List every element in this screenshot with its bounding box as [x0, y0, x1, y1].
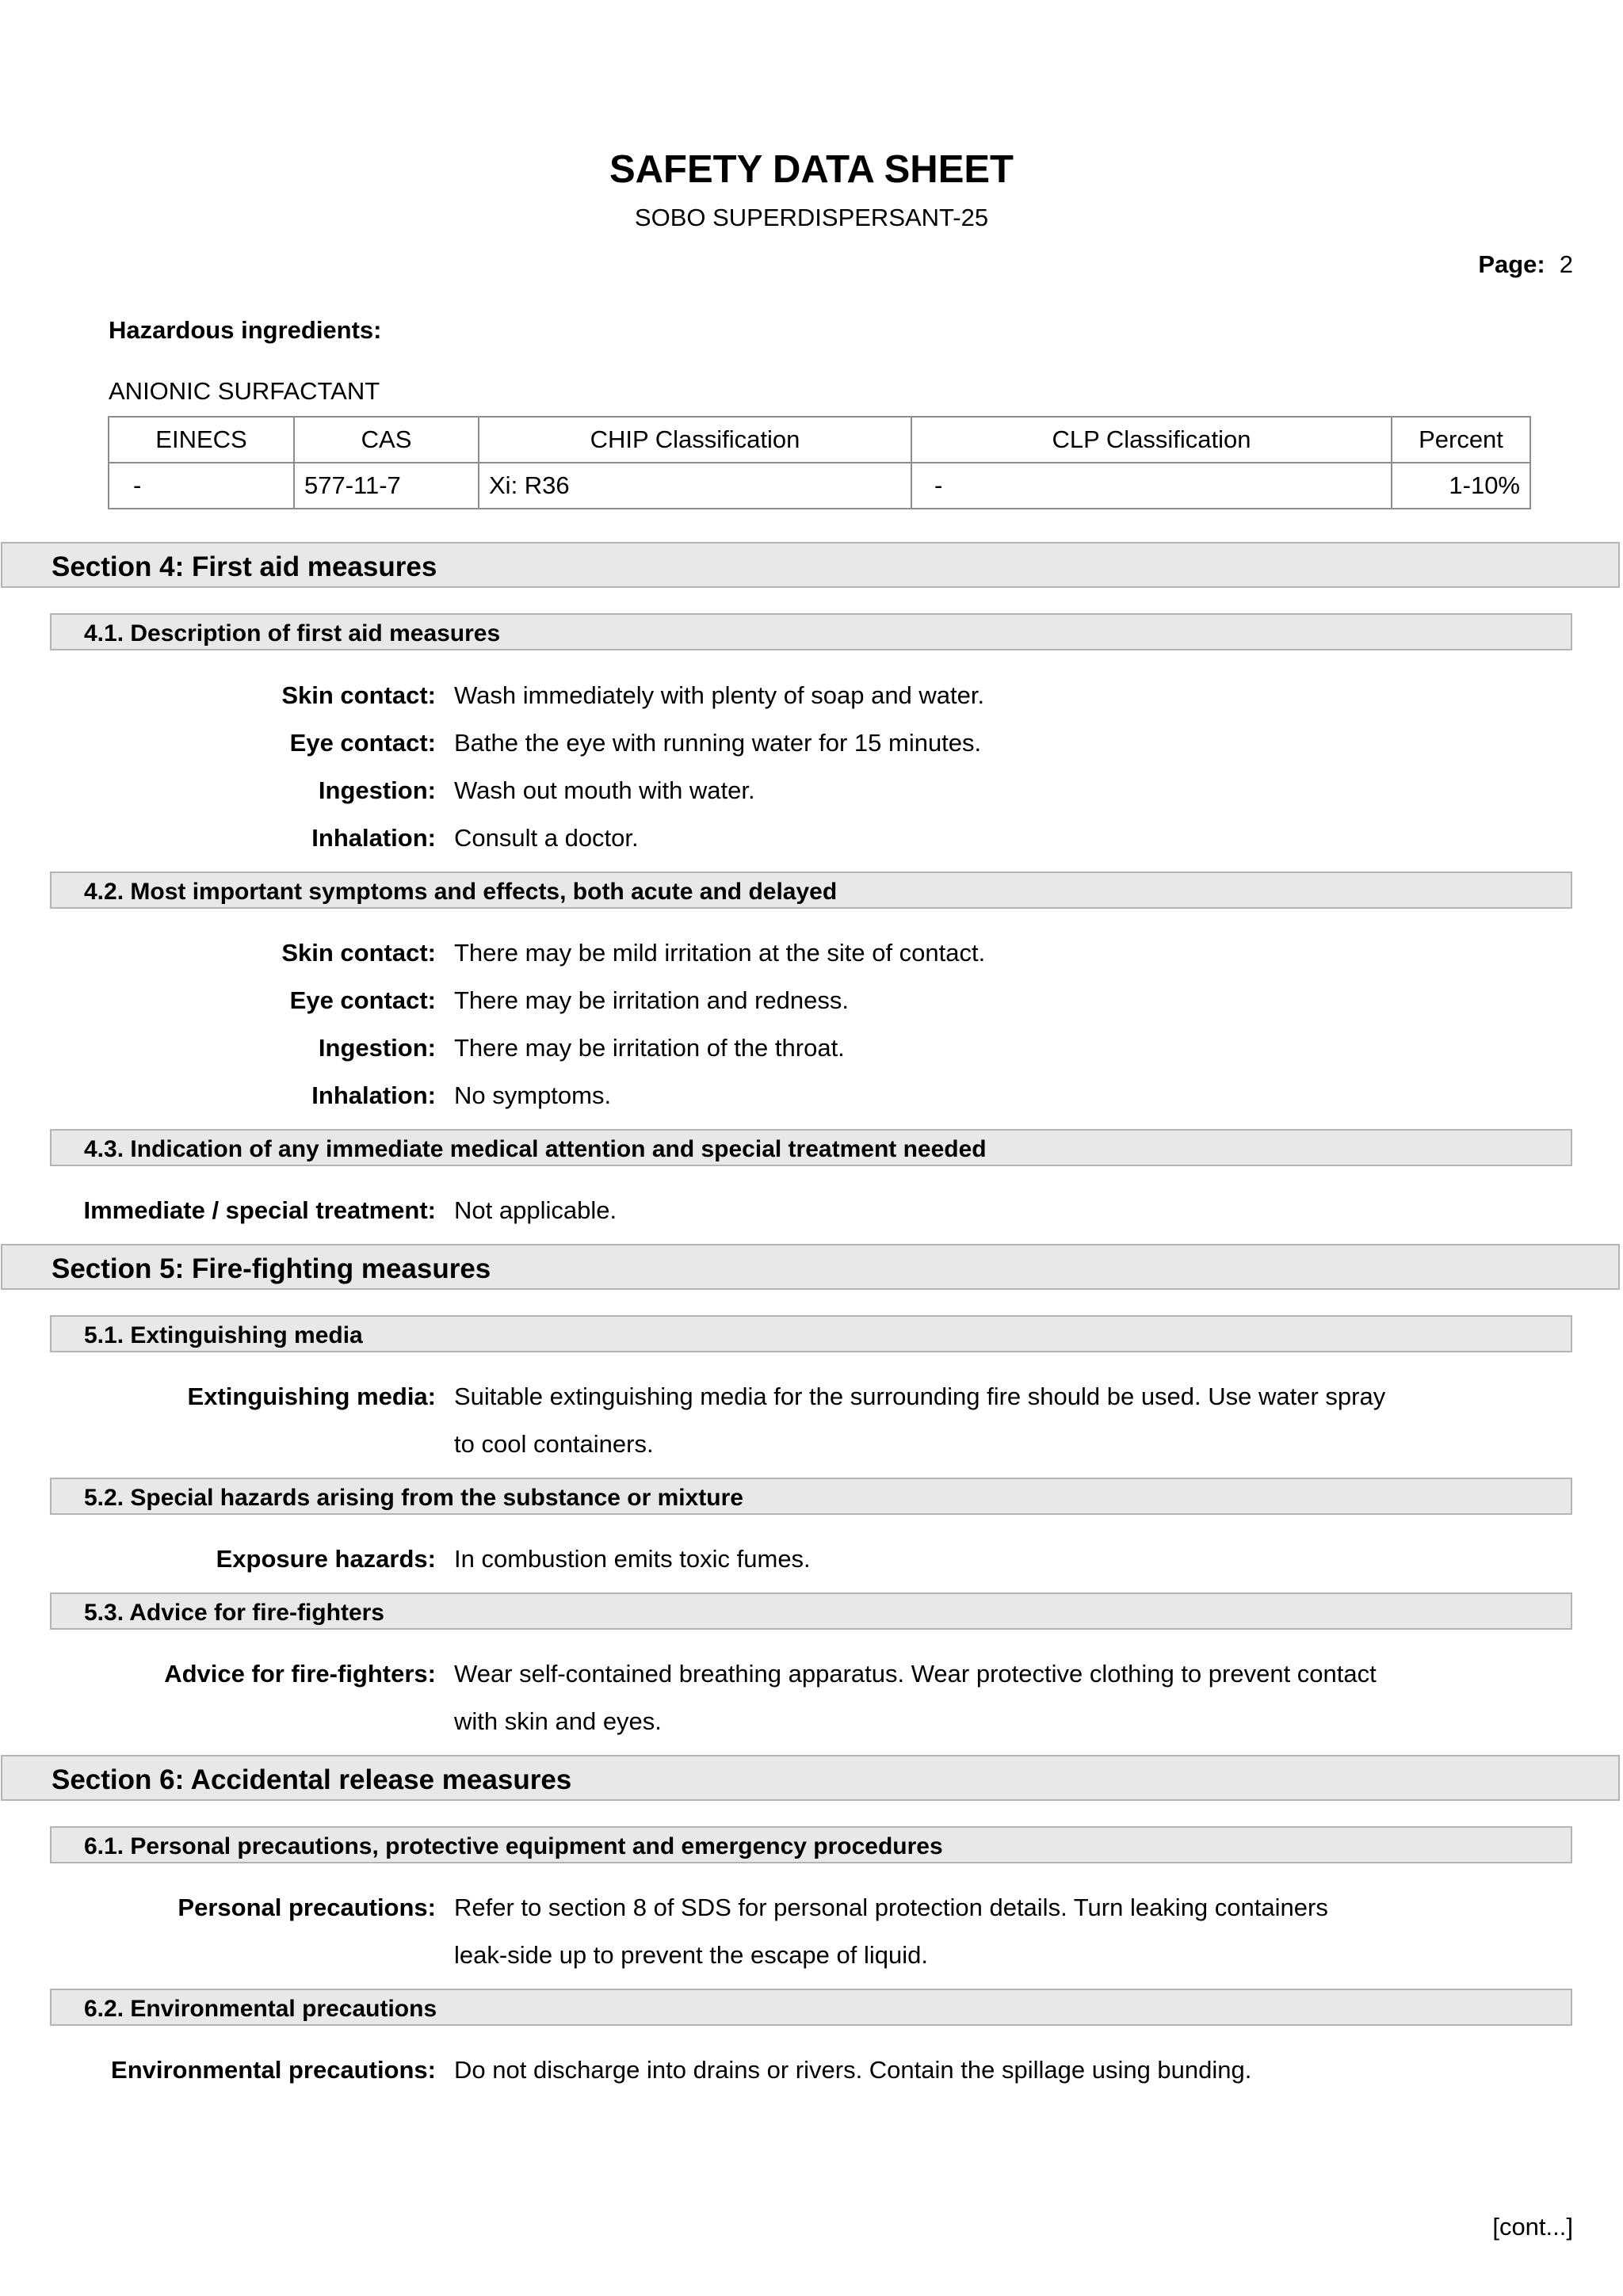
- field-value: There may be mild irritation at the site of contact.: [454, 939, 986, 967]
- section-6-header: [1, 1755, 1620, 1801]
- section-4-header: [1, 542, 1620, 588]
- field-value: Consult a doctor.: [454, 824, 639, 852]
- field-label: Skin contact:: [281, 939, 436, 967]
- field-value: In combustion emits toxic fumes.: [454, 1545, 811, 1573]
- field-label: Personal precautions:: [178, 1894, 436, 1921]
- field-value: No symptoms.: [454, 1081, 612, 1109]
- section-title: Section 6: Accidental release measures: [52, 1764, 572, 1795]
- subsection-title: 5.1. Extinguishing media: [84, 1322, 363, 1348]
- ingredient-name: ANIONIC SURFACTANT: [109, 377, 380, 405]
- field-label: Ingestion:: [318, 1034, 436, 1062]
- document-title: SAFETY DATA SHEET: [609, 148, 1014, 191]
- field-value: Suitable extinguishing media for the surrounding fire should be used. Use water spray to cool containers.: [454, 1383, 1386, 1458]
- field-label: Inhalation:: [311, 1081, 436, 1109]
- product-name: SOBO SUPERDISPERSANT-25: [634, 204, 989, 231]
- subsection-title: 6.2. Environmental precautions: [84, 1996, 437, 2022]
- field-label: Eye contact:: [289, 729, 436, 757]
- section-5-header: [1, 1244, 1620, 1290]
- page-number: 2: [1559, 250, 1573, 278]
- subsection-5-2-header: [50, 1478, 1572, 1515]
- column-header: CHIP Classification: [479, 417, 911, 463]
- subsection-5-3-header: [50, 1592, 1572, 1630]
- page-label: Page:: [1478, 250, 1545, 278]
- field-label: Environmental precautions:: [111, 2056, 436, 2084]
- section-title: Section 4: First aid measures: [52, 551, 437, 582]
- page-indicator: [1478, 252, 1573, 277]
- subsection-4-3-header: [50, 1129, 1572, 1166]
- ingredients-table: [108, 416, 1531, 509]
- table-header-row: [109, 417, 1530, 463]
- continued-marker: [cont...]: [1492, 2213, 1573, 2241]
- subsection-4-1-header: [50, 613, 1572, 650]
- field-value: There may be irritation of the throat.: [454, 1034, 845, 1062]
- subsection-title: 5.2. Special hazards arising from the substance or mixture: [84, 1485, 743, 1511]
- field-label: Inhalation:: [311, 824, 436, 852]
- subsection-4-2-header: [50, 871, 1572, 909]
- field-label: Eye contact:: [289, 986, 436, 1014]
- column-header: CAS: [294, 417, 479, 463]
- field-label: Skin contact:: [281, 681, 436, 709]
- field-value: There may be irritation and redness.: [454, 986, 849, 1014]
- table-cell-cas: 577-11-7: [294, 463, 479, 509]
- field-value: Refer to section 8 of SDS for personal protection details. Turn leaking containers leak-side up to prevent the escape of liquid.: [454, 1894, 1328, 1969]
- subsection-5-1-header: [50, 1315, 1572, 1352]
- column-header: CLP Classification: [911, 417, 1392, 463]
- subsection-title: 4.3. Indication of any immediate medical attention and special treatment needed: [84, 1136, 987, 1162]
- table-cell-percent: 1-10%: [1392, 463, 1530, 509]
- subsection-title: 5.3. Advice for fire-fighters: [84, 1600, 384, 1626]
- field-value: Wash immediately with plenty of soap and water.: [454, 681, 985, 709]
- field-label: Immediate / special treatment:: [83, 1196, 436, 1224]
- table-cell-einecs: -: [109, 463, 294, 509]
- field-label: Extinguishing media:: [187, 1383, 436, 1410]
- table-cell-clp: -: [911, 463, 1392, 509]
- field-value: Bathe the eye with running water for 15 minutes.: [454, 729, 982, 757]
- field-label: Ingestion:: [318, 776, 436, 804]
- field-value: Do not discharge into drains or rivers. Contain the spillage using bunding.: [454, 2056, 1252, 2084]
- table-cell-chip: Xi: R36: [479, 463, 911, 509]
- subsection-title: 6.1. Personal precautions, protective equipment and emergency procedures: [84, 1833, 943, 1859]
- field-value: Wash out mouth with water.: [454, 776, 755, 804]
- subsection-6-1-header: [50, 1826, 1572, 1863]
- subsection-6-2-header: [50, 1989, 1572, 2026]
- subsection-title: 4.1. Description of first aid measures: [84, 620, 501, 646]
- field-value: Not applicable.: [454, 1196, 617, 1224]
- hazardous-ingredients-label: Hazardous ingredients:: [109, 316, 382, 344]
- table-row: [109, 463, 1530, 509]
- section-title: Section 5: Fire-fighting measures: [52, 1253, 491, 1284]
- field-label: Exposure hazards:: [216, 1545, 436, 1573]
- subsection-title: 4.2. Most important symptoms and effects, both acute and delayed: [84, 879, 838, 905]
- column-header: Percent: [1392, 417, 1530, 463]
- column-header: EINECS: [109, 417, 294, 463]
- field-value: Wear self-contained breathing apparatus. Wear protective clothing to prevent contact with skin and eyes.: [454, 1660, 1377, 1735]
- field-label: Advice for fire-fighters:: [164, 1660, 436, 1688]
